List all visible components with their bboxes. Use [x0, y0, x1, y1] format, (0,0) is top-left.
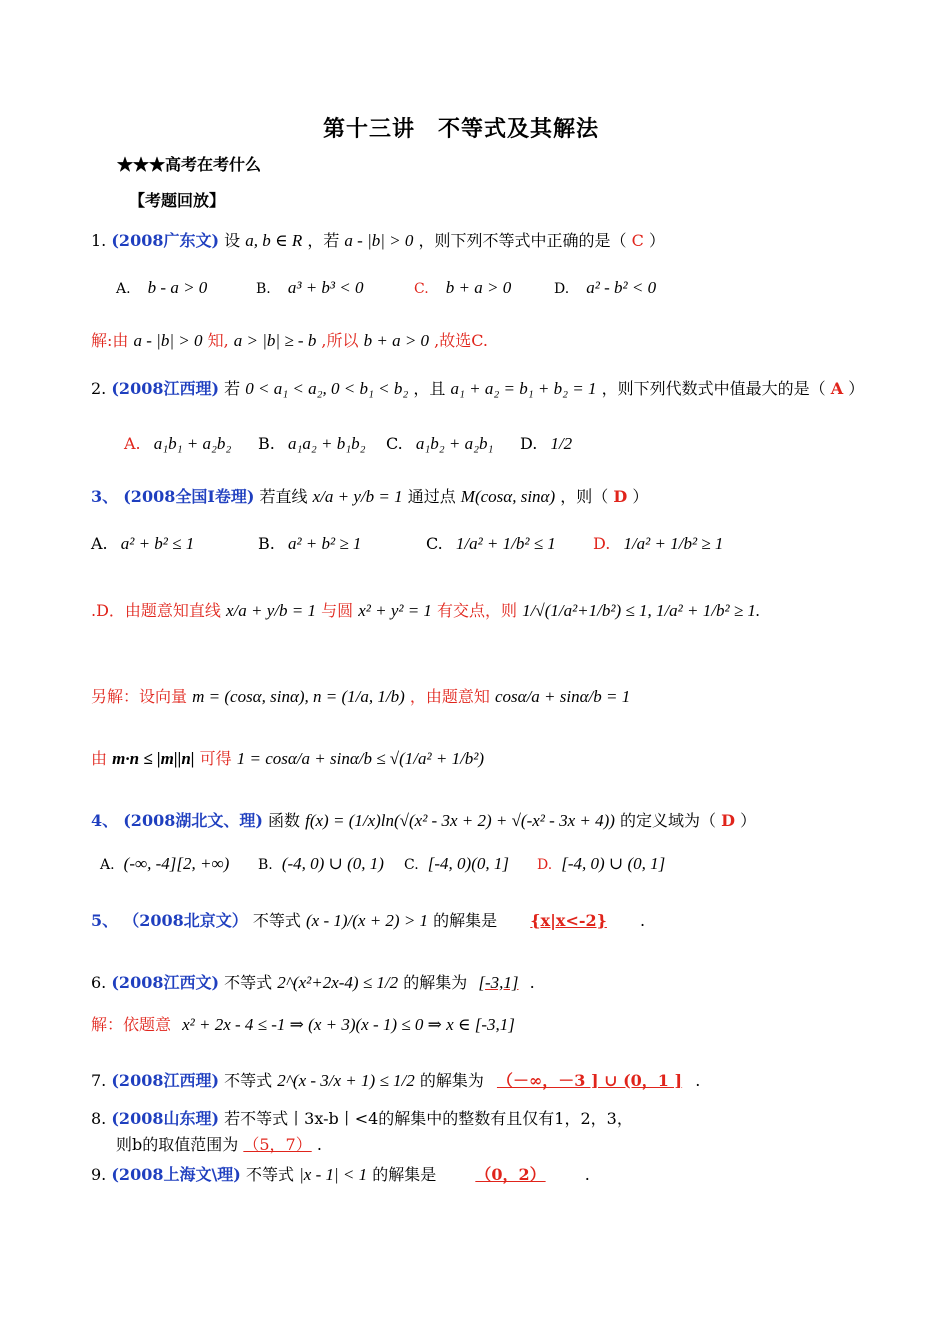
answer-blank: （0，2） [475, 1165, 546, 1184]
math-expression: b + a > 0 [363, 331, 430, 350]
math-expression: m·n ≤ |m||n| [112, 749, 195, 768]
question-text: 若不等式丨3x-b丨<4的解集中的整数有且仅有1，2，3， [224, 1109, 633, 1128]
question-2 [91, 376, 864, 399]
option-c [386, 434, 493, 454]
option-label: B. [258, 857, 273, 873]
option-label: A. [124, 434, 141, 453]
question-text: 不等式 [245, 1165, 294, 1184]
question-text: 设 [224, 231, 241, 250]
answer: A [830, 379, 844, 398]
option-b [258, 434, 366, 454]
math-expression: a₁ + a₂ = b₁ + b₂ = 1 [450, 379, 597, 398]
solution-3-conclusion [91, 746, 484, 769]
question-9 [91, 1162, 590, 1185]
question-text: 不等式 [252, 911, 301, 930]
option-expression: [-4, 0)(0, 1] [427, 854, 509, 873]
option-d [520, 434, 572, 454]
question-6 [91, 970, 535, 993]
option-d [537, 854, 665, 874]
question-number: 2. [91, 379, 107, 398]
option-b [258, 534, 361, 554]
question-1 [91, 228, 665, 251]
answer-blank: （－∞，－3 ] ∪ (0，1 ] [496, 1071, 683, 1090]
question-text: 则b的取值范围为 [116, 1135, 239, 1154]
question-text: 若直线 [259, 487, 308, 506]
question-8-line-2 [116, 1132, 322, 1155]
option-label: A. [91, 534, 108, 553]
option-b [256, 278, 363, 298]
option-label: A. [116, 281, 131, 297]
question-text: . [695, 1071, 701, 1090]
solution-text: .D．由题意知直线 [91, 601, 221, 620]
question-7 [91, 1068, 700, 1091]
option-label: D. [554, 281, 570, 297]
answer: D [613, 487, 628, 506]
question-text: 的解集为 [419, 1071, 484, 1090]
question-text: 的定义域为（ [620, 811, 717, 830]
question-source: (2008广东文) [111, 231, 220, 250]
math-expression: 1/√(1/a²+1/b²) ≤ 1, 1/a² + 1/b² ≥ 1. [522, 601, 761, 620]
question-text: ） [648, 231, 665, 250]
math-expression: cosα/a + sinα/b = 1 [494, 687, 631, 706]
math-expression: a - |b| > 0 [133, 331, 203, 350]
question-number: 8. [91, 1109, 107, 1128]
question-text: 的解集是 [372, 1165, 437, 1184]
option-expression: 1/2 [550, 434, 573, 453]
question-source: (2008湖北文、理) [123, 811, 263, 830]
question-text: 通过点 [407, 487, 456, 506]
math-expression: m = (cosα, sinα), n = (1/a, 1/b) [192, 687, 405, 706]
question-text: 不等式 [224, 1071, 273, 1090]
option-a [91, 534, 194, 554]
question-text: . [584, 1165, 590, 1184]
option-a [100, 854, 229, 874]
section-review: 【考题回放】 [129, 191, 226, 210]
option-d [554, 278, 656, 298]
question-5 [91, 908, 645, 931]
option-label: A. [100, 857, 115, 873]
answer-blank: （5，7） [243, 1135, 312, 1154]
answer: C [631, 231, 644, 250]
option-c [404, 854, 509, 874]
solution-text: ,所以 [321, 331, 359, 350]
option-label: D. [537, 857, 553, 873]
question-number: 3、 [91, 487, 119, 506]
option-expression: (-∞, -4][2, +∞) [123, 854, 230, 873]
math-expression: x² + y² = 1 [358, 601, 432, 620]
answer-blank: [-3,1] [478, 973, 519, 992]
math-expression: a, b ∈ R [245, 231, 303, 250]
math-expression: f(x) = (1/x)ln(√(x² - 3x + 2) + √(-x² - 3x + 4)) [305, 811, 615, 830]
option-expression: a₁a₂ + b₁b₂ [287, 434, 366, 453]
question-text: ） [632, 487, 649, 506]
math-expression: |x - 1| < 1 [299, 1165, 368, 1184]
question-text: . [316, 1135, 322, 1154]
solution-text: ,故选C. [434, 331, 489, 350]
option-b [258, 854, 384, 874]
question-3 [91, 484, 648, 507]
answer: D [721, 811, 735, 830]
question-text: 的解集为 [403, 973, 468, 992]
option-c [426, 534, 556, 554]
option-d [593, 534, 723, 554]
option-label: B. [256, 281, 271, 297]
option-label: D. [593, 534, 611, 553]
question-4 [91, 808, 756, 831]
solution-text: 由 [91, 749, 108, 768]
solution-text: 另解：设向量 [91, 687, 188, 706]
math-expression: a - |b| > 0 [344, 231, 414, 250]
question-source: (2008江西理) [111, 379, 220, 398]
option-expression: b + a > 0 [445, 278, 512, 297]
question-text: 的解集是 [433, 911, 498, 930]
question-text: ，则下列代数式中值最大的是（ [601, 379, 826, 398]
question-number: 6. [91, 973, 107, 992]
option-expression: 1/a² + 1/b² ≤ 1 [455, 534, 556, 553]
question-source: (2008山东理) [111, 1109, 220, 1128]
question-text: 若 [224, 379, 241, 398]
question-source: (2008上海文\理) [111, 1165, 241, 1184]
option-label: B. [258, 534, 275, 553]
question-text: ，且 [413, 379, 446, 398]
option-a [124, 434, 231, 454]
option-label: B. [258, 434, 275, 453]
option-label: C. [414, 281, 429, 297]
question-source: (2008全国Ⅰ卷理) [123, 487, 255, 506]
question-text: ，则下列不等式中正确的是（ [418, 231, 627, 250]
option-expression: a² + b² ≤ 1 [120, 534, 195, 553]
math-expression: 1 = cosα/a + sinα/b ≤ √(1/a² + 1/b²) [236, 749, 485, 768]
option-expression: 1/a² + 1/b² ≥ 1 [623, 534, 724, 553]
option-label: C. [386, 434, 403, 453]
option-expression: a³ + b³ < 0 [287, 278, 364, 297]
math-expression: 0 < a₁ < a₂, 0 < b₁ < b₂ [245, 379, 409, 398]
option-label: D. [520, 434, 538, 453]
question-number: 4、 [91, 811, 119, 830]
question-source: (2008江西文) [111, 973, 220, 992]
question-text: ） [740, 811, 757, 830]
solution-text: 知, [207, 331, 229, 350]
option-expression: a² + b² ≥ 1 [287, 534, 362, 553]
math-expression: x/a + y/b = 1 [312, 487, 403, 506]
solution-text: 可得 [199, 749, 232, 768]
math-expression: 2^(x - 3/x + 1) ≤ 1/2 [277, 1071, 415, 1090]
solution-1 [91, 328, 488, 351]
math-expression: M(cosα, sinα) [460, 487, 556, 506]
solution-text: 解：依题意 [91, 1015, 172, 1034]
question-number: 5、 [91, 911, 119, 930]
question-text: ，则（ [560, 487, 609, 506]
question-number: 9. [91, 1165, 107, 1184]
math-expression: x/a + y/b = 1 [226, 601, 316, 620]
question-source: （2008北京文） [123, 911, 248, 930]
solution-text: 与圆 [321, 601, 354, 620]
math-expression: a > |b| ≥ - b [233, 331, 317, 350]
option-c [414, 278, 511, 298]
section-intro: ★★★高考在考什么 [117, 155, 262, 174]
solution-text: 解:由 [91, 331, 129, 350]
question-text: . [640, 911, 646, 930]
option-expression: a₁b₁ + a₂b₂ [153, 434, 232, 453]
solution-text: ，由题意知 [409, 687, 490, 706]
question-8 [91, 1106, 633, 1129]
math-expression: (x - 1)/(x + 2) > 1 [305, 911, 429, 930]
question-text: ，若 [307, 231, 340, 250]
solution-3 [91, 598, 760, 621]
option-label: C. [426, 534, 443, 553]
option-a [116, 278, 207, 298]
question-text: ） [848, 379, 865, 398]
answer-blank: {x|x<-2} [530, 911, 607, 930]
question-source: (2008江西理) [111, 1071, 220, 1090]
option-expression: [-4, 0) ∪ (0, 1] [561, 854, 666, 873]
question-text: 函数 [268, 811, 301, 830]
question-text: 不等式 [224, 973, 273, 992]
question-number: 7. [91, 1071, 107, 1090]
option-expression: a₁b₂ + a₂b₁ [415, 434, 494, 453]
option-label: C. [404, 857, 419, 873]
page-title: 第十三讲 不等式及其解法 [323, 116, 600, 142]
math-expression: x² + 2x - 4 ≤ -1 ⇒ (x + 3)(x - 1) ≤ 0 ⇒ x ∈ [-3,1] [182, 1015, 515, 1034]
option-expression: (-4, 0) ∪ (0, 1) [281, 854, 384, 873]
math-expression: 2^(x²+2x-4) ≤ 1/2 [277, 973, 399, 992]
option-expression: a² - b² < 0 [586, 278, 657, 297]
solution-text: 有交点，则 [437, 601, 518, 620]
solution-6 [91, 1012, 515, 1035]
question-number: 1. [91, 231, 107, 250]
option-expression: b - a > 0 [147, 278, 208, 297]
solution-3-alt [91, 684, 630, 707]
question-text: . [529, 973, 535, 992]
